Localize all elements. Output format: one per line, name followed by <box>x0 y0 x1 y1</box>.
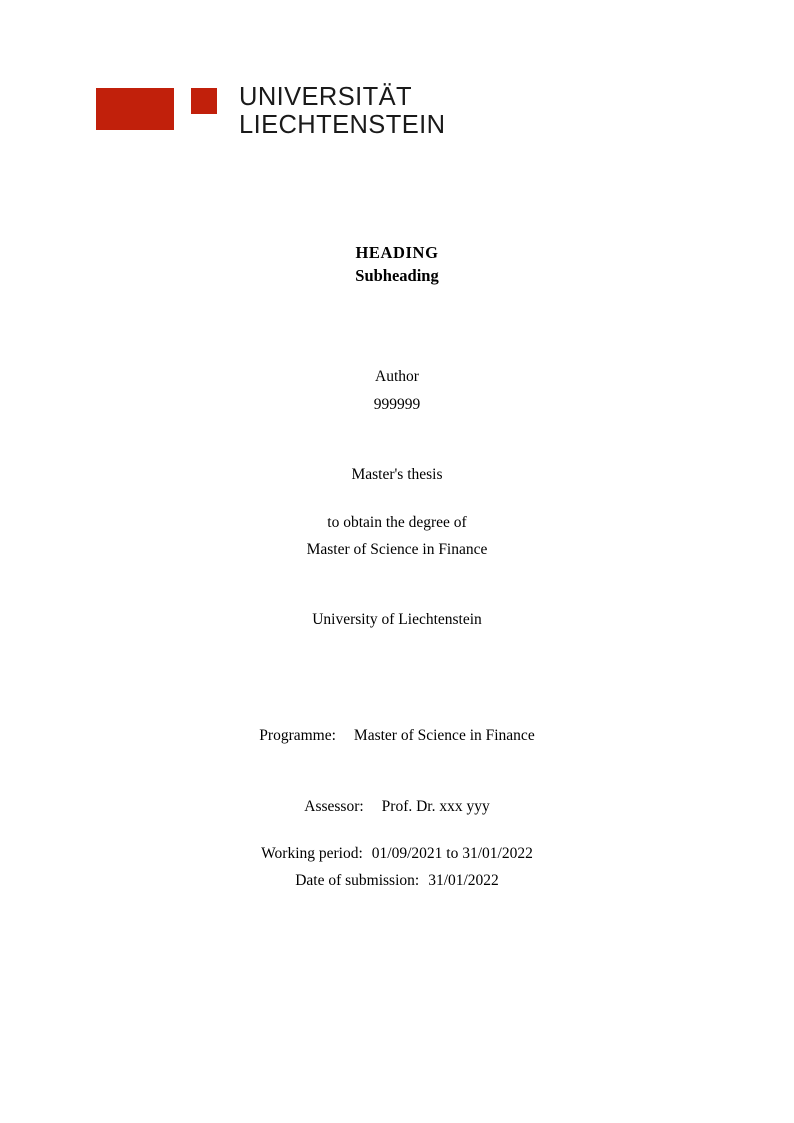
thesis-type: Master's thesis <box>351 466 443 483</box>
logo-line-2: LIECHTENSTEIN <box>239 110 446 139</box>
assessor-label: Assessor: <box>304 798 364 815</box>
assessor-value: Prof. Dr. xxx yyy <box>381 798 490 815</box>
logo-line-1: UNIVERSITÄT <box>239 83 413 111</box>
assessor-row <box>0 798 794 816</box>
degree-intro: to obtain the degree of <box>327 514 467 531</box>
working-period-row <box>0 845 794 863</box>
university-logo <box>96 84 445 139</box>
red-square-icon <box>191 88 217 114</box>
author-name: Author <box>375 368 419 385</box>
matriculation-number: 999999 <box>373 396 421 413</box>
working-period-value: 01/09/2021 to 31/01/2022 <box>371 845 533 862</box>
submission-value: 31/01/2022 <box>428 872 499 889</box>
degree-name: Master of Science in Finance <box>306 541 488 558</box>
page-title: HEADING <box>355 243 439 262</box>
programme-row <box>0 727 794 745</box>
logo-marks <box>96 84 217 130</box>
page-subtitle: Subheading <box>355 266 439 285</box>
submission-date-row <box>0 872 794 890</box>
red-bar-icon <box>96 88 174 130</box>
working-period-label: Working period: <box>261 845 363 862</box>
programme-value: Master of Science in Finance <box>353 727 535 744</box>
logo-wordmark <box>239 84 445 139</box>
submission-label: Date of submission: <box>295 872 420 889</box>
programme-label: Programme: <box>259 727 336 744</box>
institution-name: University of Liechtenstein <box>312 611 482 628</box>
